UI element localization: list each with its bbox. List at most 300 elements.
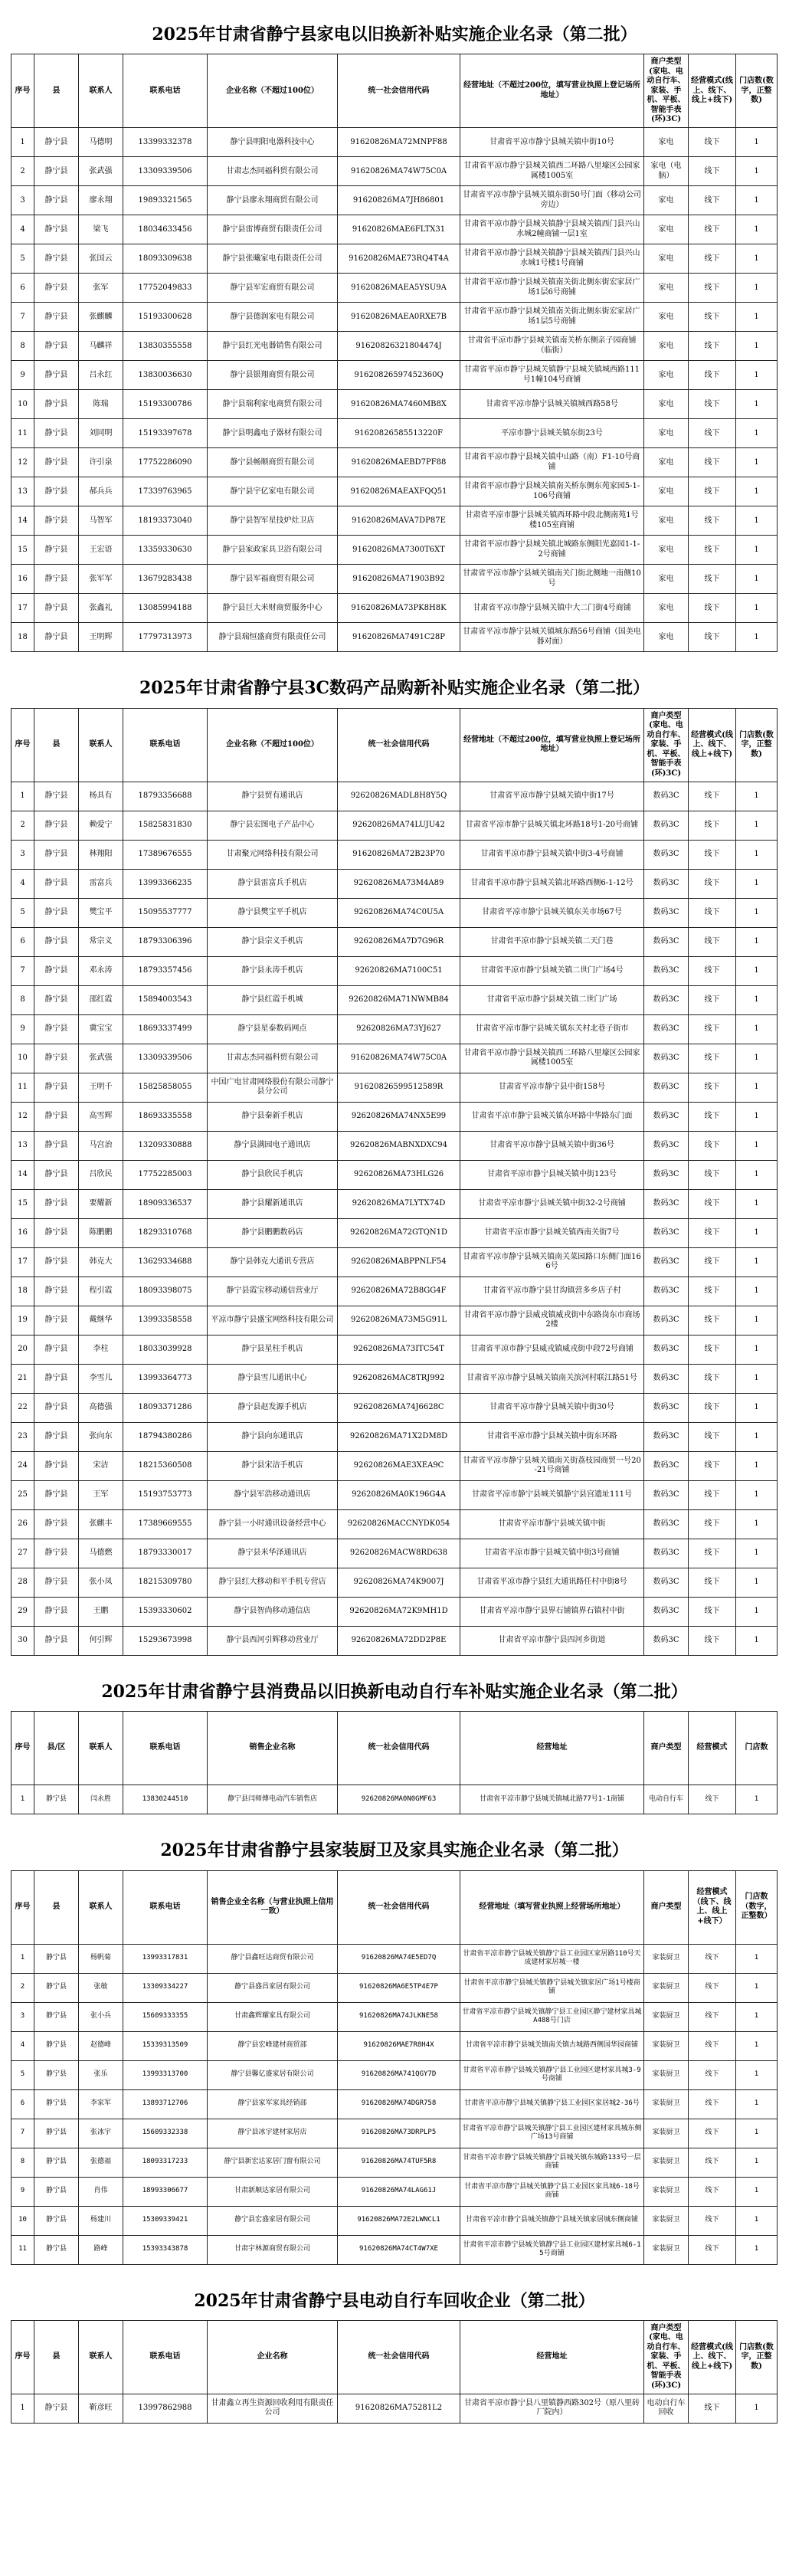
cell-contact: 马宫治 <box>79 1131 123 1160</box>
cell-credit-code: 91620826MAEA5YSU9A <box>338 274 460 303</box>
cell-company: 静宁县一小时通讯设备经营中心 <box>208 1509 338 1539</box>
cell-merchant-type: 家电 <box>644 536 689 565</box>
cell-county: 静宁县 <box>34 1509 79 1539</box>
cell-company: 静宁县永涛手机店 <box>208 956 338 985</box>
table-row <box>11 1073 778 1102</box>
cell-store-count: 1 <box>736 1189 778 1218</box>
cell-index: 1 <box>11 1785 34 1814</box>
cell-address: 甘肃省平凉市静宁县城关镇中大二门街4号商铺 <box>460 594 644 623</box>
cell-index: 8 <box>11 332 34 361</box>
cell-company: 静宁县德润家电有限公司 <box>208 303 338 332</box>
table-row <box>11 186 778 215</box>
cell-mode: 线下 <box>689 419 736 448</box>
cell-index: 1 <box>11 2394 34 2423</box>
cell-company: 静宁县盛昌家居有限公司 <box>208 1973 338 2002</box>
cell-county: 静宁县 <box>34 985 79 1014</box>
cell-address: 甘肃省平凉市静宁县城关镇南关桥东侧亲子园商铺（临街） <box>460 332 644 361</box>
cell-phone: 18909336537 <box>123 1189 208 1218</box>
cell-phone: 15609332338 <box>123 2119 208 2148</box>
cell-mode: 线下 <box>689 332 736 361</box>
cell-phone: 15894003543 <box>123 985 208 1014</box>
cell-merchant-type: 家装厨卫 <box>644 2206 689 2235</box>
table-row <box>11 1480 778 1509</box>
column-header: 销售企业全名称（与营业执照上信用一致） <box>208 1870 338 1944</box>
ebike-subsidy-table <box>11 1711 778 1814</box>
cell-credit-code: 92620826MA0K196G4A <box>338 1480 460 1509</box>
cell-store-count: 1 <box>736 1568 778 1597</box>
cell-company: 静宁县米华泽通讯店 <box>208 1539 338 1568</box>
cell-contact: 李柱 <box>79 1335 123 1364</box>
cell-county: 静宁县 <box>34 1044 79 1073</box>
cell-phone: 13997862988 <box>123 2394 208 2423</box>
cell-store-count: 1 <box>736 332 778 361</box>
cell-company: 中国广电甘肃网络股份有限公司静宁县分公司 <box>208 1073 338 1102</box>
cell-phone: 18193373040 <box>123 506 208 536</box>
column-header: 县 <box>34 708 79 782</box>
cell-mode: 线下 <box>689 1218 736 1247</box>
cell-merchant-type: 数码3C <box>644 927 689 956</box>
cell-address: 甘肃省平凉市静宁县城关镇北城路东侧阳光嘉园1-1-2号商铺 <box>460 536 644 565</box>
cell-address: 甘肃省平凉市静宁县城关镇中街3-4号商铺 <box>460 840 644 869</box>
cell-contact: 赵德峰 <box>79 2031 123 2060</box>
cell-county: 静宁县 <box>34 1364 79 1393</box>
cell-index: 3 <box>11 840 34 869</box>
cell-phone: 18093317233 <box>123 2148 208 2177</box>
cell-company: 静宁县张曦家电有限责任公司 <box>208 244 338 274</box>
cell-contact: 张鑫礼 <box>79 594 123 623</box>
cell-phone: 15193300786 <box>123 390 208 419</box>
column-header: 序号 <box>11 1712 34 1785</box>
cell-county: 静宁县 <box>34 332 79 361</box>
cell-phone: 13209330888 <box>123 1131 208 1160</box>
cell-index: 11 <box>11 1073 34 1102</box>
cell-store-count: 1 <box>736 2089 778 2119</box>
cell-merchant-type: 数码3C <box>644 1422 689 1451</box>
cell-county: 静宁县 <box>34 419 79 448</box>
cell-merchant-type: 数码3C <box>644 1364 689 1393</box>
cell-address: 甘肃省平凉市静宁县四河乡街道 <box>460 1626 644 1655</box>
cell-phone: 17389676555 <box>123 840 208 869</box>
column-header: 企业名称 <box>208 2320 338 2394</box>
cell-index: 23 <box>11 1422 34 1451</box>
cell-contact: 杨具有 <box>79 782 123 811</box>
cell-merchant-type: 家电 <box>644 506 689 536</box>
cell-merchant-type: 数码3C <box>644 1073 689 1102</box>
cell-contact: 高德强 <box>79 1393 123 1422</box>
cell-store-count: 1 <box>736 1218 778 1247</box>
cell-county: 静宁县 <box>34 1102 79 1131</box>
cell-merchant-type: 家装厨卫 <box>644 2060 689 2089</box>
cell-county: 静宁县 <box>34 1189 79 1218</box>
cell-index: 5 <box>11 244 34 274</box>
cell-index: 11 <box>11 419 34 448</box>
cell-phone: 13679283438 <box>123 565 208 594</box>
cell-phone: 13359330630 <box>123 536 208 565</box>
cell-address: 甘肃省平凉市静宁县城关镇南关街北侧东街宏家居广场1层5号商铺 <box>460 303 644 332</box>
cell-county: 静宁县 <box>34 840 79 869</box>
column-header: 企业名称（不超过100位） <box>208 708 338 782</box>
cell-mode: 线下 <box>689 186 736 215</box>
cell-contact: 王明辉 <box>79 623 123 652</box>
cell-index: 21 <box>11 1364 34 1393</box>
column-header: 经营模式（线下、线上、线上+线下） <box>689 1870 736 1944</box>
cell-county: 静宁县 <box>34 623 79 652</box>
cell-contact: 马智军 <box>79 506 123 536</box>
column-header: 商户类型 <box>644 1712 689 1785</box>
column-header: 门店数 <box>736 1712 778 1785</box>
cell-mode: 线下 <box>689 536 736 565</box>
cell-company: 静宁县赵发源手机店 <box>208 1393 338 1422</box>
cell-county: 静宁县 <box>34 361 79 390</box>
cell-index: 6 <box>11 2089 34 2119</box>
cell-contact: 樊宝平 <box>79 898 123 927</box>
cell-merchant-type: 家电 <box>644 303 689 332</box>
cell-county: 静宁县 <box>34 1539 79 1568</box>
cell-store-count: 1 <box>736 1626 778 1655</box>
cell-store-count: 1 <box>736 1539 778 1568</box>
cell-index: 25 <box>11 1480 34 1509</box>
cell-phone: 13993358558 <box>123 1306 208 1335</box>
cell-contact: 常宗义 <box>79 927 123 956</box>
column-header: 经营模式(线上、线下、线上+线下) <box>689 54 736 128</box>
cell-company: 静宁县星泰数码网点 <box>208 1014 338 1044</box>
cell-county: 静宁县 <box>34 1597 79 1626</box>
cell-county: 静宁县 <box>34 506 79 536</box>
cell-store-count: 1 <box>736 898 778 927</box>
cell-county: 静宁县 <box>34 2206 79 2235</box>
cell-credit-code: 91620826MAEAXFQQ51 <box>338 477 460 506</box>
cell-contact: 路峰 <box>79 2235 123 2264</box>
cell-county: 静宁县 <box>34 956 79 985</box>
cell-phone: 15393330602 <box>123 1597 208 1626</box>
cell-county: 静宁县 <box>34 1160 79 1189</box>
cell-phone: 18794380286 <box>123 1422 208 1451</box>
table-row <box>11 869 778 898</box>
cell-merchant-type: 家电 <box>644 215 689 244</box>
cell-company: 甘肃新顺达家居有限公司 <box>208 2177 338 2206</box>
cell-phone: 15293673998 <box>123 1626 208 1655</box>
cell-store-count: 1 <box>736 811 778 840</box>
cell-company: 静宁县西河引辉移动营业厅 <box>208 1626 338 1655</box>
cell-county: 静宁县 <box>34 2060 79 2089</box>
table-row <box>11 1451 778 1480</box>
cell-credit-code: 92620826MA73YJ627 <box>338 1014 460 1044</box>
cell-contact: 张小兵 <box>79 2002 123 2031</box>
cell-store-count: 1 <box>736 244 778 274</box>
cell-county: 静宁县 <box>34 215 79 244</box>
cell-phone: 13085994188 <box>123 594 208 623</box>
cell-mode: 线下 <box>689 274 736 303</box>
cell-phone: 17752049833 <box>123 274 208 303</box>
cell-phone: 13309334227 <box>123 1973 208 2002</box>
cell-merchant-type: 家电 <box>644 128 689 157</box>
cell-company: 静宁县欣民手机店 <box>208 1160 338 1189</box>
cell-merchant-type: 家电 <box>644 448 689 477</box>
cell-store-count: 1 <box>736 2119 778 2148</box>
cell-store-count: 1 <box>736 1973 778 2002</box>
cell-merchant-type: 数码3C <box>644 1393 689 1422</box>
cell-credit-code: 91620826MA7460MB8X <box>338 390 460 419</box>
cell-credit-code: 92620826MA74LUJU42 <box>338 811 460 840</box>
cell-merchant-type: 数码3C <box>644 1451 689 1480</box>
cell-phone: 13830244510 <box>123 1785 208 1814</box>
cell-phone: 15393343878 <box>123 2235 208 2264</box>
cell-mode: 线下 <box>689 2031 736 2060</box>
cell-contact: 吕欣民 <box>79 1160 123 1189</box>
cell-phone: 17797313973 <box>123 623 208 652</box>
cell-company: 静宁县雷富兵手机店 <box>208 869 338 898</box>
cell-address: 甘肃省平凉市静宁县城关镇静宁县工业园区静宁建材家具城A488号门店 <box>460 2002 644 2031</box>
cell-phone: 17339763965 <box>123 477 208 506</box>
cell-mode: 线下 <box>689 1568 736 1597</box>
table-row <box>11 2206 778 2235</box>
cell-county: 静宁县 <box>34 244 79 274</box>
cell-contact: 张乐 <box>79 2060 123 2089</box>
table-row <box>11 1306 778 1335</box>
cell-phone: 13893712706 <box>123 2089 208 2119</box>
cell-county: 静宁县 <box>34 2002 79 2031</box>
section-title-home-furnishing: 2025年甘肃省静宁县家装厨卫及家具实施企业名录（第二批） <box>160 1840 629 1861</box>
cell-merchant-type: 数码3C <box>644 1335 689 1364</box>
table-row <box>11 1509 778 1539</box>
cell-address: 甘肃省平凉市静宁县城关镇西南关街7号 <box>460 1218 644 1247</box>
cell-store-count: 1 <box>736 1044 778 1073</box>
cell-phone: 18793330017 <box>123 1539 208 1568</box>
table-row <box>11 2089 778 2119</box>
cell-merchant-type: 数码3C <box>644 1189 689 1218</box>
cell-county: 静宁县 <box>34 927 79 956</box>
cell-company: 静宁县军宏商贸有限公司 <box>208 274 338 303</box>
cell-mode: 线下 <box>689 623 736 652</box>
cell-address: 甘肃省平凉市静宁县城关镇北环路18号1-20号商铺 <box>460 811 644 840</box>
cell-index: 10 <box>11 2206 34 2235</box>
cell-contact: 张小凤 <box>79 1568 123 1597</box>
cell-contact: 张向东 <box>79 1422 123 1451</box>
cell-address: 甘肃省平凉市静宁县城关镇静宁县工业园区建材家具城东侧广场13号商铺 <box>460 2119 644 2148</box>
cell-county: 静宁县 <box>34 1480 79 1509</box>
cell-address: 甘肃省平凉市静宁县城关镇静宁县城关镇城西路111号1幢104号商铺 <box>460 361 644 390</box>
cell-company: 静宁县闫师傅电动汽车销售店 <box>208 1785 338 1814</box>
cell-contact: 张军 <box>79 274 123 303</box>
cell-company: 甘肃鑫辉耀家具有限公司 <box>208 2002 338 2031</box>
cell-store-count: 1 <box>736 2394 778 2423</box>
table-header-row <box>11 708 778 782</box>
column-header: 联系人 <box>79 708 123 782</box>
cell-store-count: 1 <box>736 2235 778 2264</box>
cell-company: 静宁县雷博商贸有限责任公司 <box>208 215 338 244</box>
cell-phone: 18993306677 <box>123 2177 208 2206</box>
cell-company: 静宁县银翔商贸有限公司 <box>208 361 338 390</box>
column-header: 统一社会信用代码 <box>338 708 460 782</box>
cell-credit-code: 91620826MAE7R8H4X <box>338 2031 460 2060</box>
cell-credit-code: 91620826MA74JLKNE58 <box>338 2002 460 2031</box>
cell-mode: 线下 <box>689 1306 736 1335</box>
cell-phone: 13993313700 <box>123 2060 208 2089</box>
cell-contact: 李家军 <box>79 2089 123 2119</box>
cell-mode: 线下 <box>689 1189 736 1218</box>
table-row <box>11 1597 778 1626</box>
cell-credit-code: 92620826MABPPNLF54 <box>338 1247 460 1277</box>
cell-contact: 郝兵兵 <box>79 477 123 506</box>
cell-address: 甘肃省平凉市静宁县城关镇中街30号 <box>460 1393 644 1422</box>
cell-credit-code: 91620826MA72E2LWNCL1 <box>338 2206 460 2235</box>
table-row <box>11 1335 778 1364</box>
cell-credit-code: 92620826MA73M5G91L <box>338 1306 460 1335</box>
cell-credit-code: 92620826MA7LYTX74D <box>338 1189 460 1218</box>
cell-merchant-type: 数码3C <box>644 985 689 1014</box>
cell-address: 甘肃省平凉市静宁县甘沟镇营多乡店子村 <box>460 1277 644 1306</box>
cell-address: 甘肃省平凉市静宁县城关镇西二环路八里壕区公园家属楼1005室 <box>460 1044 644 1073</box>
cell-contact: 雷富兵 <box>79 869 123 898</box>
cell-index: 16 <box>11 565 34 594</box>
cell-county: 静宁县 <box>34 128 79 157</box>
cell-credit-code: 91620826MA72MNPF88 <box>338 128 460 157</box>
cell-county: 静宁县 <box>34 303 79 332</box>
cell-county: 静宁县 <box>34 1218 79 1247</box>
cell-credit-code: 92620826MA74NX5E99 <box>338 1102 460 1131</box>
cell-county: 静宁县 <box>34 782 79 811</box>
cell-contact: 林翔阳 <box>79 840 123 869</box>
cell-credit-code: 92620826MA72DD2P8E <box>338 1626 460 1655</box>
table-row <box>11 782 778 811</box>
cell-county: 静宁县 <box>34 448 79 477</box>
cell-company: 静宁县樊宝平手机店 <box>208 898 338 927</box>
cell-merchant-type: 家电 <box>644 332 689 361</box>
cell-phone: 18215309780 <box>123 1568 208 1597</box>
cell-index: 14 <box>11 506 34 536</box>
table-row <box>11 927 778 956</box>
column-header: 销售企业名称 <box>208 1712 338 1785</box>
cell-phone: 15825858055 <box>123 1073 208 1102</box>
appliance-table <box>11 54 778 652</box>
column-header: 经营模式(线上、线下、线上+线下) <box>689 708 736 782</box>
cell-index: 18 <box>11 1277 34 1306</box>
cell-mode: 线下 <box>689 2119 736 2148</box>
cell-credit-code: 92620826MA74K9007J <box>338 1568 460 1597</box>
table-row <box>11 898 778 927</box>
cell-credit-code: 92620826MA74C0U5A <box>338 898 460 927</box>
cell-store-count: 1 <box>736 1944 778 1973</box>
cell-contact: 闫永胜 <box>79 1785 123 1814</box>
cell-credit-code: 91620826MAEBD7PF88 <box>338 448 460 477</box>
cell-address: 甘肃省平凉市静宁县城关镇中山路（南）F1-10号商铺 <box>460 448 644 477</box>
cell-merchant-type: 数码3C <box>644 1277 689 1306</box>
cell-contact: 廖永翔 <box>79 186 123 215</box>
cell-contact: 邵红霞 <box>79 985 123 1014</box>
cell-credit-code: 92620826MA73HLG26 <box>338 1160 460 1189</box>
table-row <box>11 1044 778 1073</box>
cell-company: 静宁县贸有通讯店 <box>208 782 338 811</box>
column-header: 联系人 <box>79 2320 123 2394</box>
cell-county: 静宁县 <box>34 2148 79 2177</box>
cell-phone: 18693337499 <box>123 1014 208 1044</box>
cell-store-count: 1 <box>736 303 778 332</box>
cell-index: 16 <box>11 1218 34 1247</box>
cell-credit-code: 91620826MA71903B92 <box>338 565 460 594</box>
cell-mode: 线下 <box>689 1393 736 1422</box>
cell-company: 甘肃志杰同福科贸有限公司 <box>208 157 338 186</box>
cell-address: 甘肃省平凉市静宁县城关镇静宁县宫遗址111号 <box>460 1480 644 1509</box>
cell-store-count: 1 <box>736 1102 778 1131</box>
column-header: 经营模式 <box>689 1712 736 1785</box>
cell-index: 29 <box>11 1597 34 1626</box>
table-row <box>11 1973 778 2002</box>
cell-company: 静宁县宏图电子产品中心 <box>208 811 338 840</box>
cell-address: 甘肃省平凉市静宁县城关镇静宁县工业园区家居城2-36号 <box>460 2089 644 2119</box>
cell-company: 静宁县宏峰建材商贸部 <box>208 2031 338 2060</box>
cell-company: 静宁县红霞手机城 <box>208 985 338 1014</box>
cell-index: 20 <box>11 1335 34 1364</box>
cell-mode: 线下 <box>689 2060 736 2089</box>
cell-mode: 线下 <box>689 956 736 985</box>
cell-merchant-type: 数码3C <box>644 869 689 898</box>
cell-contact: 马德明 <box>79 128 123 157</box>
table-row <box>11 1247 778 1277</box>
cell-index: 4 <box>11 869 34 898</box>
cell-index: 8 <box>11 985 34 1014</box>
cell-mode: 线下 <box>689 448 736 477</box>
cell-address: 甘肃省平凉市静宁县城关镇静宁县工业园区家居路110号天成建材家居城一楼 <box>460 1944 644 1973</box>
table-row <box>11 506 778 536</box>
cell-mode: 线下 <box>689 2206 736 2235</box>
cell-credit-code: 91620826MA74W75C0A <box>338 1044 460 1073</box>
cell-merchant-type: 数码3C <box>644 1568 689 1597</box>
cell-store-count: 1 <box>736 985 778 1014</box>
column-header: 统一社会信用代码 <box>338 1712 460 1785</box>
cell-mode: 线下 <box>689 594 736 623</box>
cell-mode: 线下 <box>689 1539 736 1568</box>
cell-mode: 线下 <box>689 840 736 869</box>
cell-store-count: 1 <box>736 1335 778 1364</box>
cell-county: 静宁县 <box>34 1393 79 1422</box>
cell-merchant-type: 家电 <box>644 477 689 506</box>
cell-mode: 线下 <box>689 1973 736 2002</box>
cell-index: 12 <box>11 448 34 477</box>
cell-company: 静宁县明阳电器科技中心 <box>208 128 338 157</box>
cell-contact: 戴继华 <box>79 1306 123 1335</box>
cell-index: 22 <box>11 1393 34 1422</box>
cell-index: 2 <box>11 1973 34 2002</box>
cell-merchant-type: 数码3C <box>644 898 689 927</box>
cell-phone: 18093398075 <box>123 1277 208 1306</box>
cell-credit-code: 92620826MA74J6628C <box>338 1393 460 1422</box>
cell-contact: 张麒麟 <box>79 303 123 332</box>
cell-credit-code: 92620826MAC8TRJ992 <box>338 1364 460 1393</box>
cell-contact: 张麒丰 <box>79 1509 123 1539</box>
column-header: 经营地址（不超过200位，填写营业执照上登记场所地址） <box>460 708 644 782</box>
cell-mode: 线下 <box>689 1626 736 1655</box>
cell-merchant-type: 数码3C <box>644 1218 689 1247</box>
cell-index: 7 <box>11 956 34 985</box>
cell-index: 11 <box>11 2235 34 2264</box>
table-row <box>11 1160 778 1189</box>
cell-mode: 线下 <box>689 1944 736 1973</box>
cell-store-count: 1 <box>736 274 778 303</box>
cell-merchant-type: 家装厨卫 <box>644 2119 689 2148</box>
cell-county: 静宁县 <box>34 1073 79 1102</box>
table-row <box>11 2119 778 2148</box>
cell-contact: 宋洁 <box>79 1451 123 1480</box>
cell-credit-code: 91620826MA7300T6XT <box>338 536 460 565</box>
cell-phone: 15609333355 <box>123 2002 208 2031</box>
table-row <box>11 1568 778 1597</box>
cell-merchant-type: 家装厨卫 <box>644 2177 689 2206</box>
cell-credit-code: 91620826MA74W75C0A <box>338 157 460 186</box>
cell-address: 甘肃省平凉市静宁县城关镇静宁县城关镇家居城东侧商铺 <box>460 2206 644 2235</box>
cell-address: 甘肃省平凉市静宁县城关镇静宁县工业园区建材家具城6-15号商铺 <box>460 2235 644 2264</box>
cell-company: 静宁县军浩移动通讯店 <box>208 1480 338 1509</box>
cell-mode: 线下 <box>689 1335 736 1364</box>
